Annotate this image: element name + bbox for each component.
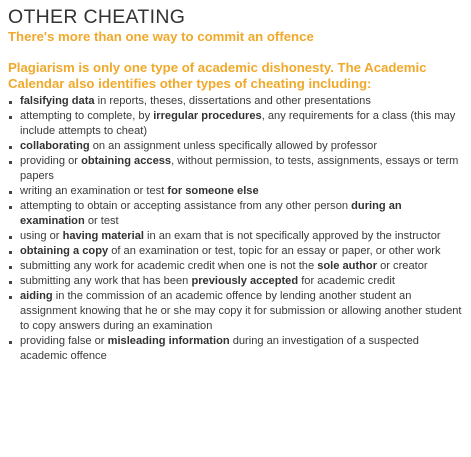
page-title: OTHER CHEATING bbox=[8, 6, 186, 28]
cheating-types-list bbox=[8, 94, 463, 364]
bullet-icon bbox=[9, 281, 12, 284]
bullet-icon bbox=[9, 341, 12, 344]
bullet-icon bbox=[9, 101, 12, 104]
list-item: attempting to obtain or accepting assistance from any other person during an examination or test bbox=[8, 199, 463, 229]
list-item: obtaining a copy of an examination or test, topic for an essay or paper, or other work bbox=[8, 244, 463, 259]
list-item: writing an examination or test for someone else bbox=[8, 184, 463, 199]
bullet-icon bbox=[9, 236, 12, 239]
bullet-icon bbox=[9, 206, 12, 209]
bullet-icon bbox=[9, 116, 12, 119]
list-item: aiding in the commission of an academic offence by lending another student an assignment knowing that he or she may copy it for submission or allowing another student to copy answers during an examination bbox=[8, 289, 463, 334]
list-item: providing false or misleading information during an investigation of a suspected academic offence bbox=[8, 334, 463, 364]
bullet-icon bbox=[9, 251, 12, 254]
list-item: using or having material in an exam that is not specifically approved by the instructor bbox=[8, 229, 463, 244]
bullet-icon bbox=[9, 161, 12, 164]
subtitle: There's more than one way to commit an offence bbox=[8, 29, 314, 44]
intro-text: Plagiarism is only one type of academic dishonesty. The Academic Calendar also identifies other types of cheating including: bbox=[8, 60, 427, 91]
bullet-icon bbox=[9, 146, 12, 149]
bullet-icon bbox=[9, 266, 12, 269]
list-item: falsifying data in reports, theses, dissertations and other presentations bbox=[8, 94, 463, 109]
list-item: submitting any work that has been previously accepted for academic credit bbox=[8, 274, 463, 289]
list-item: submitting any work for academic credit when one is not the sole author or creator bbox=[8, 259, 463, 274]
list-item: attempting to complete, by irregular procedures, any requirements for a class (this may include attempts to cheat) bbox=[8, 109, 463, 139]
bullet-icon bbox=[9, 191, 12, 194]
list-item: collaborating on an assignment unless specifically allowed by professor bbox=[8, 139, 463, 154]
bullet-icon bbox=[9, 296, 12, 299]
list-item: providing or obtaining access, without permission, to tests, assignments, essays or term papers bbox=[8, 154, 463, 184]
